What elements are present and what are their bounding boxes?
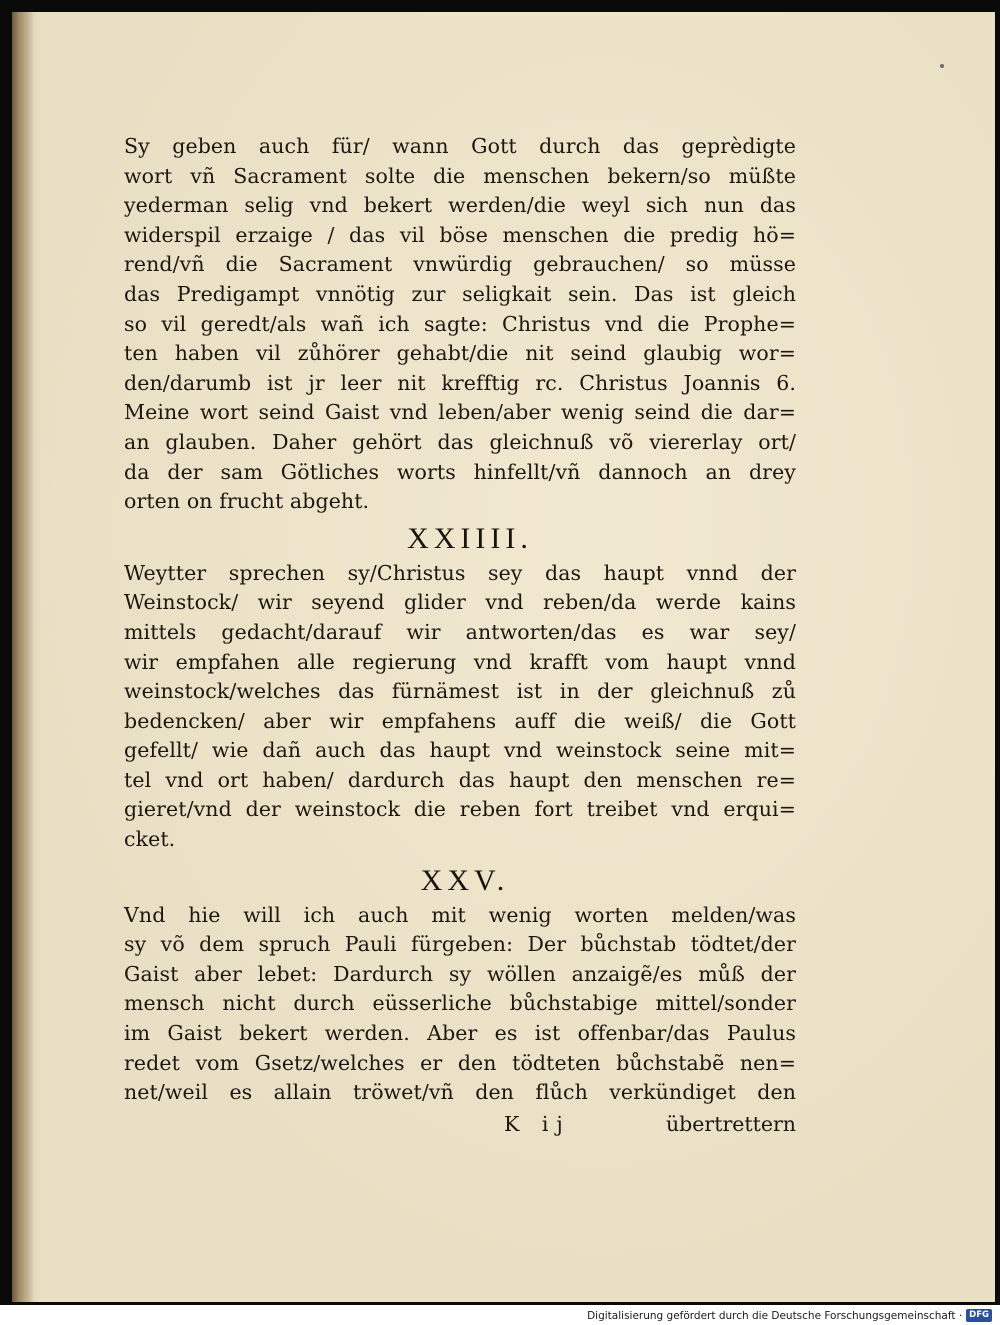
spine-shadow [12, 12, 34, 1302]
paragraph-3 [124, 901, 796, 1108]
text-line: yederman selig vnd bekert werden/die weyl sich nun das [124, 193, 796, 218]
catchword: übertrettern [665, 1111, 796, 1136]
paragraph-2 [124, 559, 796, 855]
text-line: widerspil erzaige / das vil böse menschen die predig hö= [124, 222, 796, 247]
signature-mark: K ij [504, 1111, 571, 1136]
text-line: tel vnd ort haben/ dardurch das haupt den menschen re= [124, 767, 796, 792]
text-line: wir empfahen alle regierung vnd krafft vom haupt vnnd [124, 649, 796, 674]
text-line: Gaist aber lebet: Dardurch sy wöllen anzaigẽ/es můß der [124, 961, 796, 986]
text-line: weinstock/welches das fürnämest ist in der gleichnuß zů [124, 679, 796, 704]
text-line: Vnd hie will ich auch mit wenig worten melden/was [124, 902, 796, 927]
text-line: ten haben vil zůhörer gehabt/die nit seind glaubig wor= [124, 341, 796, 366]
paragraph-1 [124, 132, 796, 517]
text-line: Meine wort seind Gaist vnd leben/aber wenig seind die dar= [124, 400, 796, 425]
book-page [12, 12, 995, 1302]
text-line: da der sam Götliches worts hinfellt/vñ dannoch an drey [124, 459, 796, 484]
text-line: net/weil es allain tröwet/vñ den flůch verkündiget den [124, 1080, 796, 1105]
text-line: redet vom Gsetz/welches er den tödteten bůchstabẽ nen= [124, 1050, 796, 1075]
page-speck [940, 64, 944, 68]
text-line: Sy geben auch für/ wann Gott durch das geprèdigte [124, 134, 796, 158]
credit-text: Digitalisierung gefördert durch die Deutsche Forschungsgemeinschaft · [587, 1309, 963, 1322]
text-line: gefellt/ wie dañ auch das haupt vnd weinstock seine mit= [124, 738, 796, 763]
text-line: Weytter sprechen sy/Christus sey das haupt vnnd der [124, 560, 796, 585]
text-line: so vil geredt/als wañ ich sagte: Christus vnd die Prophe= [124, 311, 796, 336]
text-line: cket. [124, 827, 176, 852]
text-line: wort vñ Sacrament solte die menschen bekern/so müßte [124, 163, 796, 188]
text-line: den/darumb ist jr leer nit krefftig rc. Christus Joannis 6. [124, 370, 796, 395]
text-line: sy võ dem spruch Pauli fürgeben: Der bůchstab tödtet/der [124, 932, 796, 957]
section-heading-xxv: XXV. [420, 863, 510, 897]
dfg-logo[interactable]: DFG [966, 1309, 992, 1322]
text-line: an glauben. Daher gehört das gleichnuß võ viererlay ort/ [124, 429, 796, 454]
text-line: orten on frucht abgeht. [124, 489, 370, 514]
text-line: im Gaist bekert werden. Aber es ist offenbar/das Paulus [124, 1021, 796, 1046]
text-line: Weinstock/ wir seyend glider vnd reben/da werde kains [124, 590, 796, 615]
text-line: mittels gedacht/darauf wir antworten/das es war sey/ [124, 619, 796, 644]
page-foot [124, 1110, 796, 1142]
text-line: rend/vñ die Sacrament vnwürdig gebrauchen/ so müsse [124, 252, 796, 277]
page-text [124, 132, 796, 1142]
text-line: bedencken/ aber wir empfahens auff die weiß/ die Gott [124, 708, 796, 733]
text-line: mensch nicht durch eüsserliche bůchstabige mittel/sonder [124, 991, 796, 1016]
text-line: das Predigampt vnnötig zur seligkait sein. Das ist gleich [124, 281, 796, 306]
digitization-credit [587, 1309, 992, 1322]
section-heading-xxiiii: XXIIII. [407, 521, 533, 555]
text-line: gieret/vnd der weinstock die reben fort treibet vnd erqui= [124, 797, 796, 822]
